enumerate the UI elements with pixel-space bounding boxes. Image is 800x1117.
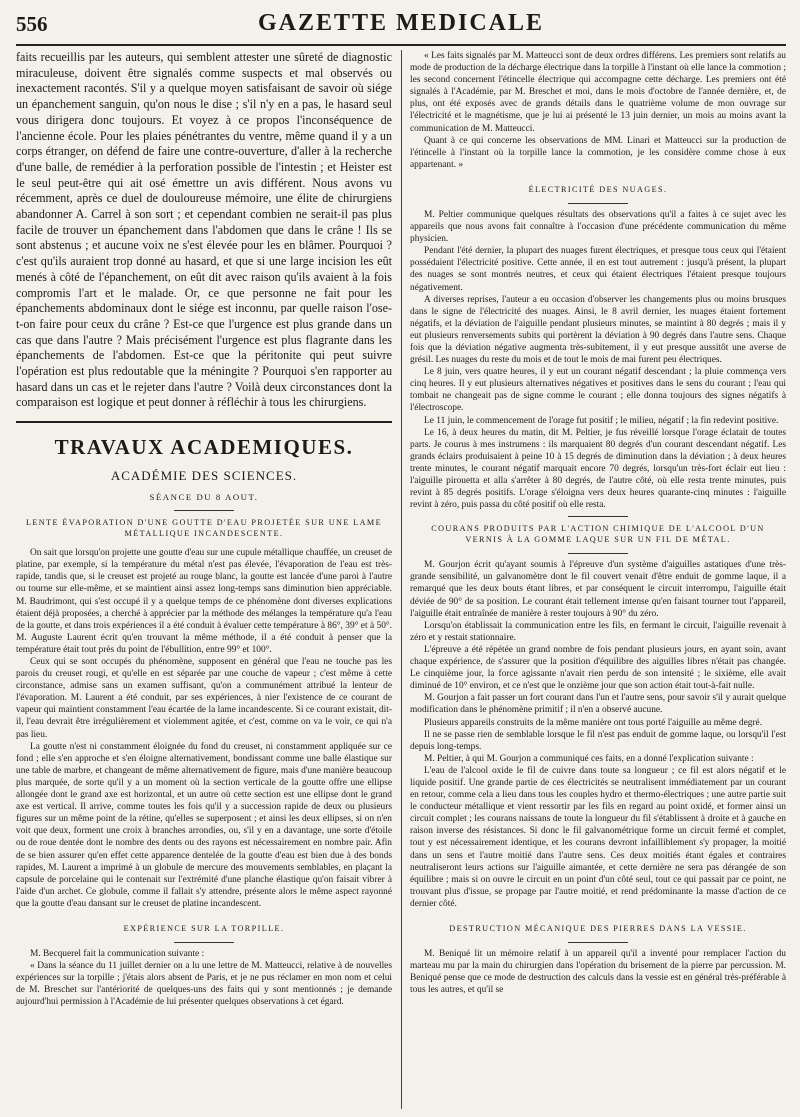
- column-divider: [401, 50, 402, 1109]
- journal-title: GAZETTE MEDICALE: [257, 10, 545, 36]
- paragraph: On sait que lorsqu'on projette une goutte d'eau sur une cupule métallique chauffée, un creuset de platine, par exemple, si la température du métal n'est pas élevée, l'évaporation de l'eau est très-rapide, tandis que, si le creuset est projeté au rouge blanc, la goutte est lancée d'une paroi à l'autre ou tourne sur elle-même, et se maintient ainsi assez long-temps sans diminution bien appréciable. M. Baudrimont, qui s'est occupé il y a quelque temps de ce phénomène dont diverses explications étaient déjà proposées, a cherché à apprécier par la méthode des mélanges la température qu'a l'eau de la goutte, et dans trois expériences il a été conduit à évaluer cette température à 86°, 39° et à 50°. M. Auguste Laurent écrit qu'en trouvant la même méthode, il a été conduit à penser que la température était tout près du point de l'ébullition, entre 99° et 100°.: [16, 548, 392, 655]
- spacer: [410, 910, 786, 917]
- article-title: COURANS PRODUITS PAR L'ACTION CHIMIQUE DE L'ALCOOL D'UN VERNIS À LA GOMME LAQUE SUR UN FIL DE MÉTAL.: [431, 524, 765, 545]
- page-number: 556: [16, 12, 48, 36]
- paragraph: Pendant l'été dernier, la plupart des nuages furent électriques, et presque tous ceux qui l'étaient possédaient l'électricité positive. Cette année, il en est tout autrement : jusqu'à présent, la plupart des nuages se sont montrés neutres, et ceux qui étaient électriques l'étaient presque toujours négativement.: [410, 246, 786, 293]
- divider: [174, 942, 234, 943]
- header-rule: [16, 44, 786, 46]
- article-title: LENTE ÉVAPORATION D'UNE GOUTTE D'EAU PROJETÉE SUR UNE LAME MÉTALLIQUE INCANDESCENTE.: [26, 518, 382, 539]
- paragraph: M. Peltier, à qui M. Gourjon a communiqué ces faits, en a donné l'explication suivante :: [424, 753, 754, 764]
- left-column: [16, 50, 392, 1109]
- divider: [174, 510, 234, 511]
- divider: [568, 203, 628, 204]
- paragraph: M. Gourjon a fait passer un fort courant dans l'un et l'autre sens, pour savoir s'il y aurait quelque modification dans le phénomène primitif ; il n'en a observé aucune.: [410, 693, 786, 716]
- academy-title: ACADÉMIE DES SCIENCES.: [110, 468, 298, 484]
- article-title: DESTRUCTION MÉCANIQUE DES PIERRES DANS LA VESSIE.: [449, 924, 747, 933]
- paragraph: La goutte n'est ni constamment éloignée du fond du creuset, ni constamment appliquée sur ce fond ; elle s'en approche et s'en éloigne alternativement, bondissant comme une balle élastique sur une table de marbre, et changeant de même alternativement de figure, mais d'une manière beaucoup plus marquée, de sorte qu'il y a un moment où la section verticale de la goutte offre une ellipse allongée dont le grand axe est horizontal, et un autre où cette section est une ellipse dont le grand axe est vertical. Il arrive, comme toutes les fois qu'il y a succession rapide de deux ou plusieurs figures sur un même point de la rétine, qu'elles se superposent ; et ainsi les deux ellipses, si on n'en voit que deux, forment une croix à branches arrondies, ou, s'il y en a davantage, une sorte d'étoile ou de roue dentée dont le nombre des dents ou des rayons est nécessairement en nombre pair. Afin de se bien assurer qu'en effet cette apparence dentelée de la goutte d'eau est bien due à des bonds rapides, M. Laurent a imprimé à un globule de mercure des mouvements semblables, en plaçant la capsule de porcelaine qui le contenait sur l'extrémité d'une planche élastique qu'on faisait vibrer à l'aide d'un archet. Ce globule, comme il fallait s'y attendre, présente alors le même aspect rayonné que la goutte d'eau dansant sur le creuset de platine incandescent.: [16, 741, 392, 909]
- spacer: [16, 910, 392, 917]
- paragraph: M. Peltier communique quelques résultats des observations qu'il a faites à ce sujet avec les appareils que nous avons fait connaître à l'occasion d'une précédente communication du même physicien.: [410, 209, 786, 245]
- paragraph: Il ne se passe rien de semblable lorsque le fil n'est pas enduit de gomme laque, ou lorsqu'il l'est depuis long-temps.: [410, 729, 786, 752]
- divider: [568, 942, 628, 943]
- paragraph: M. Becquerel fait la communication suivante :: [30, 948, 205, 959]
- section-rule: [16, 421, 392, 423]
- paragraph: Le 8 juin, vers quatre heures, il y eut un courant négatif descendant ; la pluie commença vers cinq heures. Il y eut plusieurs alternatives négatives et positives dans le sens du courant ; l'eau qui tombait ne changeait pas de signe comme le courant ; elle donna toujours des signes négatifs à l'électroscope.: [410, 367, 786, 414]
- paragraph: Le 16, à deux heures du matin, dit M. Peltier, je fus réveillé lorsque l'orage éclatait de toutes parts. Je courus à mes instrumens : ils marquaient 80 degrés d'un courant descendant négatif. Les grands éclairs produisaient à peine 10 à 15 degrés de diminution dans la déviation ; à deux heures trente minutes, le courant négatif marquait encore 70 degrés, lorsqu'un très-fort éclair eut lieu : l'aiguille pirouetta et alla s'arrêter à 80 degrés, de l'autre côté, où elle resta trente minutes, puis revint à 85 degrés positifs. L'orage s'éloigna vers deux heures quarante-cinq minutes : l'aiguille revint à zéro, puis passa du côté positif où elle resta.: [410, 427, 786, 511]
- paragraph: M. Beniqué lit un mémoire relatif à un appareil qu'il a inventé pour remplacer l'action du marteau mu par la main du chirurgien dans l'opération du brisement de la pierre par percussion. M. Beniqué pense que ce mode de destruction des calculs dans la vessie est en général très-préférable à tous les autres, et qu'il se: [410, 949, 786, 996]
- session-date: SÉANCE DU 8 AOUT.: [149, 492, 259, 503]
- paragraph: Ceux qui se sont occupés du phénomène, supposent en général que l'eau ne touche pas les parois du creuset rougi, et qu'elle en est séparée par une couche de vapeur ; c'est même à cette circonstance, admise sans un examen suffisant, qu'on a communément attribué la lenteur de l'évaporation. M. Laurent a été conduit, par ses expériences, à nier l'existence de ce courant de vapeur qui maintient constamment l'eau écartée de la lame incandescente. Si ce courant existait, dit-il, l'eau devrait être irrégulièrement et violemment agitée, et c'est, comme on va le voir, ce qui n'a pas lieu.: [16, 657, 392, 740]
- paragraph: Lorsqu'on établissait la communication entre les fils, en fermant le circuit, l'aiguille revenait à zéro et y restait stationnaire.: [410, 620, 786, 643]
- paragraph: « Les faits signalés par M. Matteucci sont de deux ordres différens. Les premiers sont relatifs au mode de production de la décharge électrique dans la torpille à l'instant où elle lance la commotion ; les second concernent l'étincelle électrique qui accompagne cette décharge. Les premiers ont été signalés à l'Académie, par M. Breschet et moi, dans le mois d'octobre de l'année dernière, et, de plus, ont été exposés avec de grands détails dans le quatrième volume de mon ouvrage sur l'électricité et le magnétisme, que je lui ai présenté le 13 juin dernier, un mois au moins avant la communication de M. Matteucci.: [410, 51, 786, 134]
- paragraph: A diverses reprises, l'auteur a eu occasion d'observer les changements plus ou moins brusques dans le signe de l'électricité des nuages. Ainsi, le 8 avril dernier, les nuages étaient fortement négatifs, et la déviation de l'aiguille pendant plusieurs minutes, se maintint à 80 degrés ; mais il y eut plusieurs renversements subits qui portèrent la déviation à 90 degrés dans l'autre sens. Chaque fois que la déviation négative augmenta très-subitement, il y eut presque aussitôt une averse de grésil. Les nuages du reste du mois et de tout le mois de mai furent peu électriques.: [410, 294, 786, 366]
- opening-paragraph: faits recueillis par les auteurs, qui semblent attester une sûreté de diagnostic miraculeuse, doivent être signalés comme suspects et mal observés ou inexactement racontés. S'il y a quelque moyen satisfaisant de savoir où siége un épanchement sanguin, qu'on nous le dise ; s'il n'y en a pas, le hasard seul vous dirigera donc toujours. Et voyez à ce propos l'inconséquence de l'ancienne école. Pour les plaies pénétrantes du ventre, même quand il y a un corps étranger, on défend de faire une contre-ouverture, d'aller à la recherche d'une balle, de remédier à la perforation possible de l'intestin ; et Heister est le seul peut-être qui ait osé émettre un avis différent. Nous avons vu récemment, après ce duel de douloureuse mémoire, une élite de chirurgiens abandonner A. Carrel à son sort ; et cependant combien ne serait-il pas plus facile de trouver un épanchement dans l'abdomen que dans le crâne ! Ils se sont abstenus ; et aucune voix ne s'est élevée pour les en blâmer. Pourquoi ? c'est qu'ils auraient trop donné au hasard, et que si une large incision les eût menés à côté de l'épanchement, on eût dit avec raison qu'ils avaient à la fois compromis l'art et le malade. Or, ce que personne ne fait pour les épanchements abdominaux dont le siége est inconnu, par quelle raison l'ose-t-on faire pour ceux du crâne ? Est-ce que l'urgence est plus grande dans un cas que dans l'autre ? Mais précisément l'urgence est plus flagrante dans les épanchements de l'abdomen. Est-ce que la péritonite qui peut suivre l'opération est plus redoutable que la méningite ? Pourquoi s'en rapporter au hasard dans un cas et le rejeter dans l'autre ? Voilà deux circonstances dont la comparaison est logique et peut donner à réfléchir à tous les chirurgiens.: [16, 50, 392, 410]
- divider: [568, 553, 628, 554]
- page-header: [16, 6, 786, 42]
- divider: [568, 516, 628, 517]
- paragraph: L'épreuve a été répétée un grand nombre de fois pendant plusieurs jours, en ayant soin, avant chaque expérience, de s'assurer que la position d'équilibre des aiguilles libres n'était pas changée. Le cinquième jour, la force agissante n'avait rien perdu de son intensité ; le sixième, elle avait diminué de 10° environ, et ce n'est que le onzième jour que son action était tout-à-fait nulle.: [410, 644, 786, 692]
- article-title: EXPÉRIENCE SUR LA TORPILLE.: [123, 923, 285, 933]
- paragraph: M. Gourjon écrit qu'ayant soumis à l'épreuve d'un système d'aiguilles astatiques d'une très-grande sensibilité, un galvanomètre dont le fil couvert venait d'être enduit de gomme laque, il a remarqué que les deux bouts étant libres, et par conséquent le circuit interrompu, l'aiguille était déviée de 90° de sa position. Le courant était tellement intense qu'en faisant tourner tout l'appareil, l'aiguille était entraînée de manière à rester toujours à 90° du zéro.: [410, 560, 786, 619]
- right-column: [410, 50, 786, 1109]
- section-title: TRAVAUX ACADEMIQUES.: [54, 435, 354, 460]
- paragraph: Le 11 juin, le commencement de l'orage fut positif ; le milieu, négatif ; la fin redevint positive.: [424, 415, 779, 426]
- spacer: [410, 171, 786, 178]
- article-title: ÉLECTRICITÉ DES NUAGES.: [528, 184, 668, 194]
- paragraph: « Dans la séance du 11 juillet dernier on a lu une lettre de M. Matteucci, relative à de nouvelles expériences sur la torpille ; j'étais alors absent de Paris, et je ne pus réclamer en mon nom et celui de M. Breschet sur l'antériorité de quelques-uns des faits qui y sont mentionnés ; je demande aujourd'hui permission à l'Académie de lui présenter quelques observations à cet égard.: [16, 961, 392, 1008]
- paragraph: Quant à ce qui concerne les observations de MM. Linari et Matteucci sur la production de l'étincelle à l'instant où la torpille lance la commotion, je les considère comme chose à eux appartenant. »: [410, 135, 786, 170]
- paragraph: L'eau de l'alcool oxide le fil de cuivre dans toute sa longueur ; ce fil est alors négatif et le liquide positif. Une grande partie de ces électricités se neutralisent immédiatement par un courant en retour, comme cela a lieu dans tous les couples hydro et thermo-électriques ; une autre partie suit le conducteur métallique et vient ressortir par les fils en regard au point oxidé, et former ainsi un circuit complet ; les courans naissans de toute la longueur du fil s'établissent à droite et à gauche en raison inverse des résistances. Si donc le fil galvanométrique forme un circuit fermé et complet, tout y est nécessairement identique, et les courans devront infailliblement s'y propager, la moitié dans un sens et l'autre moitié dans l'autre sens. Ces deux moitiés étant égales et contraires neutraliseront leurs actions sur l'aiguille aimantée, et cette dernière ne sera pas dérangée de son équilibre ; mais si on ouvre le circuit en un point d'un côté seul, tout ce qui passait par ce point, ne trouvant plus d'issue, se propage par l'autre moitié, et rend prédominante la masse d'action de ce dernier côté.: [410, 765, 786, 909]
- paragraph: Plusieurs appareils construits de la même manière ont tous porté l'aiguille au même degré.: [424, 717, 763, 728]
